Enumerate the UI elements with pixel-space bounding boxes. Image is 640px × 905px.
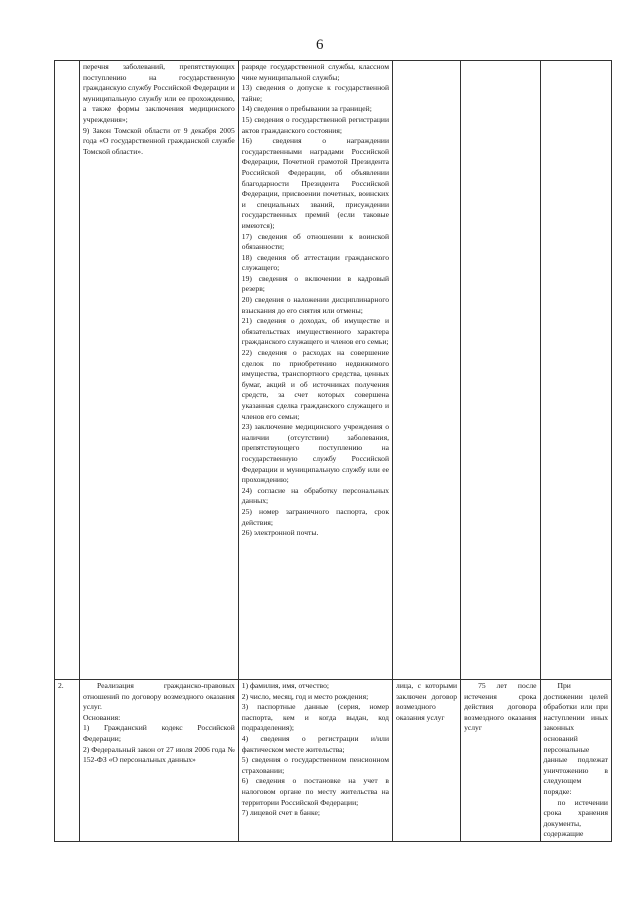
- retention-period-cell: [461, 61, 540, 680]
- table-row: [55, 61, 612, 680]
- row-number-cell: 2.: [55, 680, 80, 842]
- list-item: 2) число, месяц, год и место рождения;: [241, 691, 369, 701]
- list-item: 17) сведения об отношении к воинской обязанности;: [241, 231, 390, 252]
- legal-basis-cell: [79, 680, 238, 842]
- list-item: 20) сведения о наложении дисциплинарного взыскания до его снятия или отмены;: [241, 295, 390, 315]
- list-item: разряде государственной службы, классном чине муниципальной службы;: [241, 62, 390, 82]
- paragraph: 1) Гражданский кодекс Российской Федерации;: [82, 723, 235, 743]
- personal-data-list-cell: [238, 680, 392, 842]
- subjects-cell: [393, 61, 461, 680]
- paragraph: При достижении целей обработки или при наступлении иных законных оснований персональные данные подлежат уничтожению в следующем порядке:: [543, 681, 608, 796]
- retention-period-cell: 75 лет после истечения срока действия договора возмездного оказания услуг: [461, 680, 540, 842]
- list-item: 19) сведения о включении в кадровый резерв;: [241, 273, 390, 294]
- list-item: 25) номер заграничного паспорта, срок действия;: [241, 506, 390, 527]
- list-item: 3) паспортные данные (серия, номер паспорта, кем и когда выдан, код подразделения);: [241, 702, 390, 733]
- data-processing-table: [54, 60, 612, 842]
- list-item: 22) сведения о расходах на совершение сделок по приобретению недвижимого имущества, транспортного средства, ценных бумаг, акций и об источниках получения средств, за счет которых совершена указанная сделка гражданского служащего и членов его семьи;: [241, 348, 390, 421]
- personal-data-list-cell: [238, 61, 392, 680]
- destruction-procedure-cell: [540, 680, 612, 842]
- list-item: 16) сведения о награждении государственными наградами Российской Федерации, Почетной грамотой Президента Российской Федерации, об объявлении благодарности Президента Российской Федерации, присвоении почетных, воинских и специальных званий, присуждении государственных премий (если таковые имеются);: [241, 136, 390, 230]
- list-item: 21) сведения о доходах, об имуществе и обязательствах имущественного характера гражданского служащего и членов его семьи;: [241, 316, 390, 347]
- paragraph: 9) Закон Томской области от 9 декабря 2005 года «О государственной гражданской службе Томской области».: [82, 125, 235, 156]
- list-item: 18) сведения об аттестации гражданского служащего;: [241, 252, 390, 273]
- list-item: 6) сведения о постановке на учет в налоговом органе по месту жительства на территории Российской Федерации;: [241, 776, 390, 807]
- destruction-procedure-cell: [540, 61, 612, 680]
- list-item: 1) фамилия, имя, отчество;: [241, 681, 329, 690]
- paragraph: 2) Федеральный закон от 27 июля 2006 года № 152-ФЗ «О персональных данных»: [82, 744, 235, 765]
- paragraph: перечня заболеваний, препятствующих поступлению на государственную гражданскую службу Российской Федерации и муниципальную службу или ее прохождению, а также формы заключения медицинского учреждения»;: [82, 62, 235, 124]
- list-item: 4) сведения о регистрации и/или фактическом месте жительства;: [241, 733, 390, 754]
- list-item: 23) заключение медицинского учреждения о наличии (отсутствии) заболевания, препятствующего поступлению на государственную службу Российской Федерации и муниципальную службу или ее прохождению;: [241, 422, 390, 485]
- subjects-cell: лица, с которыми заключен договор возмездного оказания услуг: [393, 680, 461, 842]
- paragraph: Основания:: [82, 712, 121, 722]
- table-row: [55, 680, 612, 842]
- list-item: 15) сведения о государственной регистрации актов гражданского состояния;: [241, 114, 390, 135]
- list-item: 5) сведения о государственном пенсионном страховании;: [241, 755, 390, 775]
- list-item: 7) лицевой счет в банке;: [241, 808, 320, 818]
- paragraph: Реализация гражданско-правовых отношений по договору возмездного оказания услуг.: [82, 681, 235, 712]
- list-item: 13) сведения о допуске к государственной тайне;: [241, 83, 390, 103]
- list-item: 26) электронной почты.: [241, 528, 319, 538]
- list-item: 24) согласие на обработку персональных данных;: [241, 485, 390, 506]
- list-item: 14) сведения о пребывании за границей;: [241, 104, 372, 114]
- row-number-cell: [55, 61, 80, 680]
- paragraph: по истечении срока хранения документы, содержащие: [543, 797, 608, 839]
- page-number: 6: [316, 37, 324, 53]
- legal-basis-cell: [79, 61, 238, 680]
